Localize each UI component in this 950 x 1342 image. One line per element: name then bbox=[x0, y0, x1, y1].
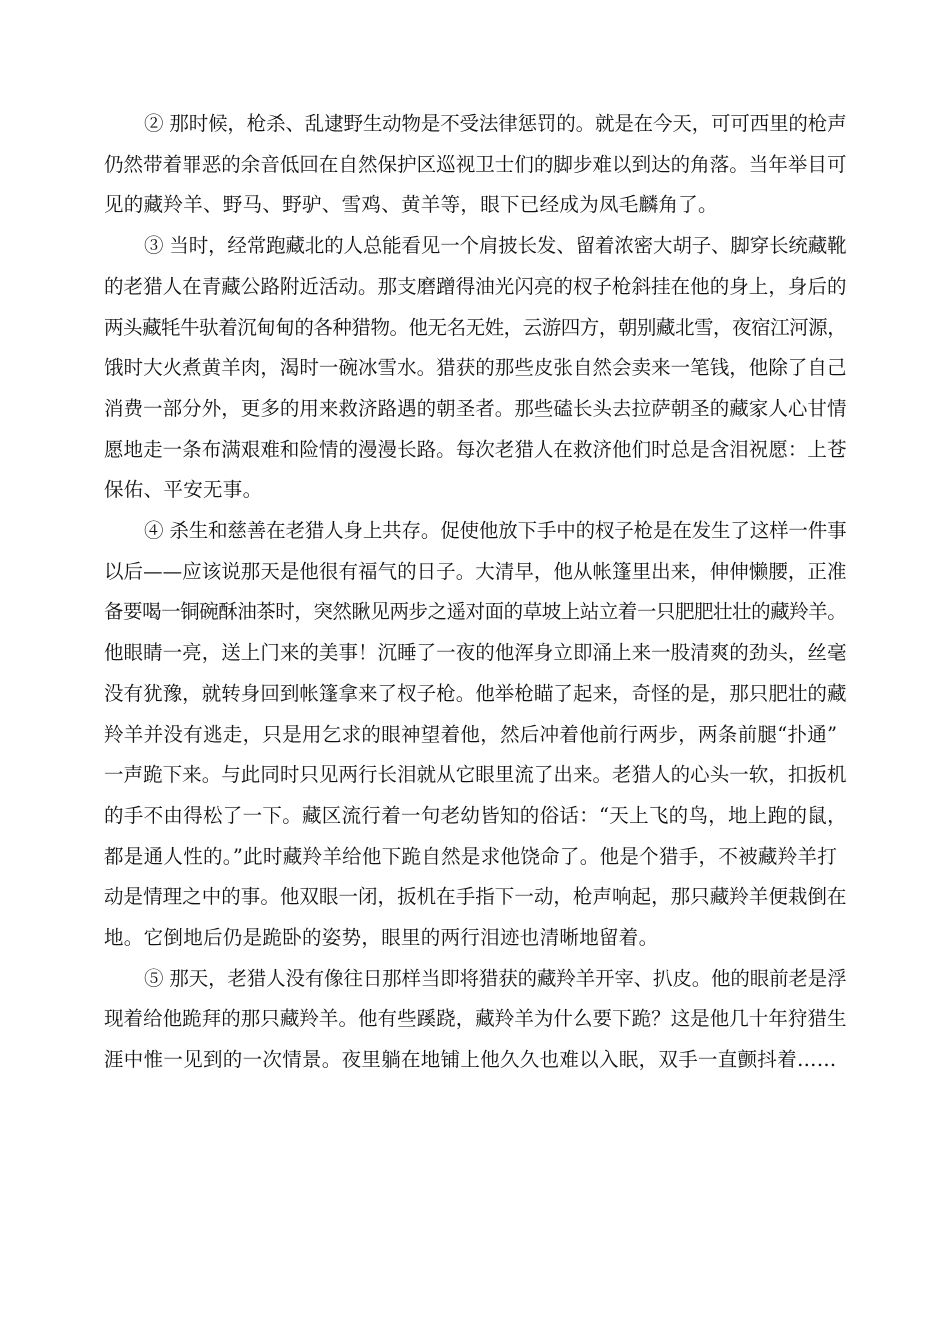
text-line: ④ 杀生和慈善在老猎人身上共存。促使他放下手中的杈子枪是在发生了这样一件事 bbox=[144, 519, 847, 543]
text-line: 保佑、平安无事。 bbox=[104, 478, 263, 502]
text-line: ③ 当时，经常跑藏北的人总能看见一个肩披长发、留着浓密大胡子、脚穿长统藏靴 bbox=[144, 234, 847, 258]
text-line: 的老猎人在青藏公路附近活动。那支磨蹭得油光闪亮的杈子枪斜挂在他的身上，身后的 bbox=[104, 274, 847, 298]
text-line: 没有犹豫，就转身回到帐篷拿来了杈子枪。他举枪瞄了起来，奇怪的是，那只肥壮的藏 bbox=[104, 681, 847, 705]
text-line: 现着给他跪拜的那只藏羚羊。他有些蹊跷，藏羚羊为什么要下跪？这是他几十年狩猎生 bbox=[104, 1007, 847, 1031]
paragraph-2 bbox=[104, 104, 848, 226]
text-line: 愿地走一条布满艰难和险情的漫漫长路。每次老猎人在救济他们时总是含泪祝愿：上苍 bbox=[104, 437, 847, 461]
text-line: 以后——应该说那天是他很有福气的日子。大清早，他从帐篷里出来，伸伸懒腰，正准 bbox=[104, 559, 847, 583]
text-line: 见的藏羚羊、野马、野驴、雪鸡、黄羊等，眼下已经成为凤毛麟角了。 bbox=[104, 193, 718, 217]
text-line: 他眼睛一亮，送上门来的美事！沉睡了一夜的他浑身立即涌上来一股清爽的劲头，丝毫 bbox=[104, 641, 847, 665]
text-line: ② 那时候，枪杀、乱逮野生动物是不受法律惩罚的。就是在今天，可可西里的枪声 bbox=[144, 112, 847, 135]
text-line: 的手不由得松了一下。藏区流行着一句老幼皆知的俗话：“天上飞的鸟，地上跑的鼠， bbox=[104, 803, 847, 827]
paragraph-4 bbox=[104, 511, 848, 959]
document-body bbox=[104, 104, 848, 1081]
text-line: ⑤ 那天，老猎人没有像往日那样当即将猎获的藏羚羊开宰、扒皮。他的眼前老是浮 bbox=[144, 966, 847, 990]
text-line: 都是通人性的。”此时藏羚羊给他下跪自然是求他饶命了。他是个猎手，不被藏羚羊打 bbox=[104, 844, 838, 868]
text-line: 地。它倒地后仍是跪卧的姿势，眼里的两行泪迹也清晰地留着。 bbox=[104, 926, 659, 950]
text-line: 仍然带着罪恶的余音低回在自然保护区巡视卫士们的脚步难以到达的角落。当年举目可 bbox=[104, 152, 847, 176]
text-line: 一声跪下来。与此同时只见两行长泪就从它眼里流了出来。老猎人的心头一软，扣扳机 bbox=[104, 763, 847, 787]
text-line: 备要喝一铜碗酥油茶时，突然瞅见两步之遥对面的草坡上站立着一只肥肥壮壮的藏羚羊。 bbox=[104, 600, 847, 624]
paragraph-5 bbox=[104, 959, 848, 1081]
text-line: 涯中惟一见到的一次情景。夜里躺在地铺上他久久也难以入眠，双手一直颤抖着…… bbox=[104, 1048, 837, 1072]
text-line: 羚羊并没有逃走，只是用乞求的眼神望着他，然后冲着他前行两步，两条前腿“扑通” bbox=[104, 722, 838, 746]
text-line: 饿时大火煮黄羊肉，渴时一碗冰雪水。猎获的那些皮张自然会卖来一笔钱，他除了自己 bbox=[104, 356, 847, 380]
text-line: 消费一部分外，更多的用来救济路遇的朝圣者。那些磕长头去拉萨朝圣的藏家人心甘情 bbox=[104, 396, 847, 420]
text-line: 动是情理之中的事。他双眼一闭，扳机在手指下一动，枪声响起，那只藏羚羊便栽倒在 bbox=[104, 885, 847, 909]
text-line: 两头藏牦牛驮着沉甸甸的各种猎物。他无名无姓，云游四方，朝别藏北雪，夜宿江河源， bbox=[104, 315, 847, 339]
paragraph-3 bbox=[104, 226, 848, 511]
